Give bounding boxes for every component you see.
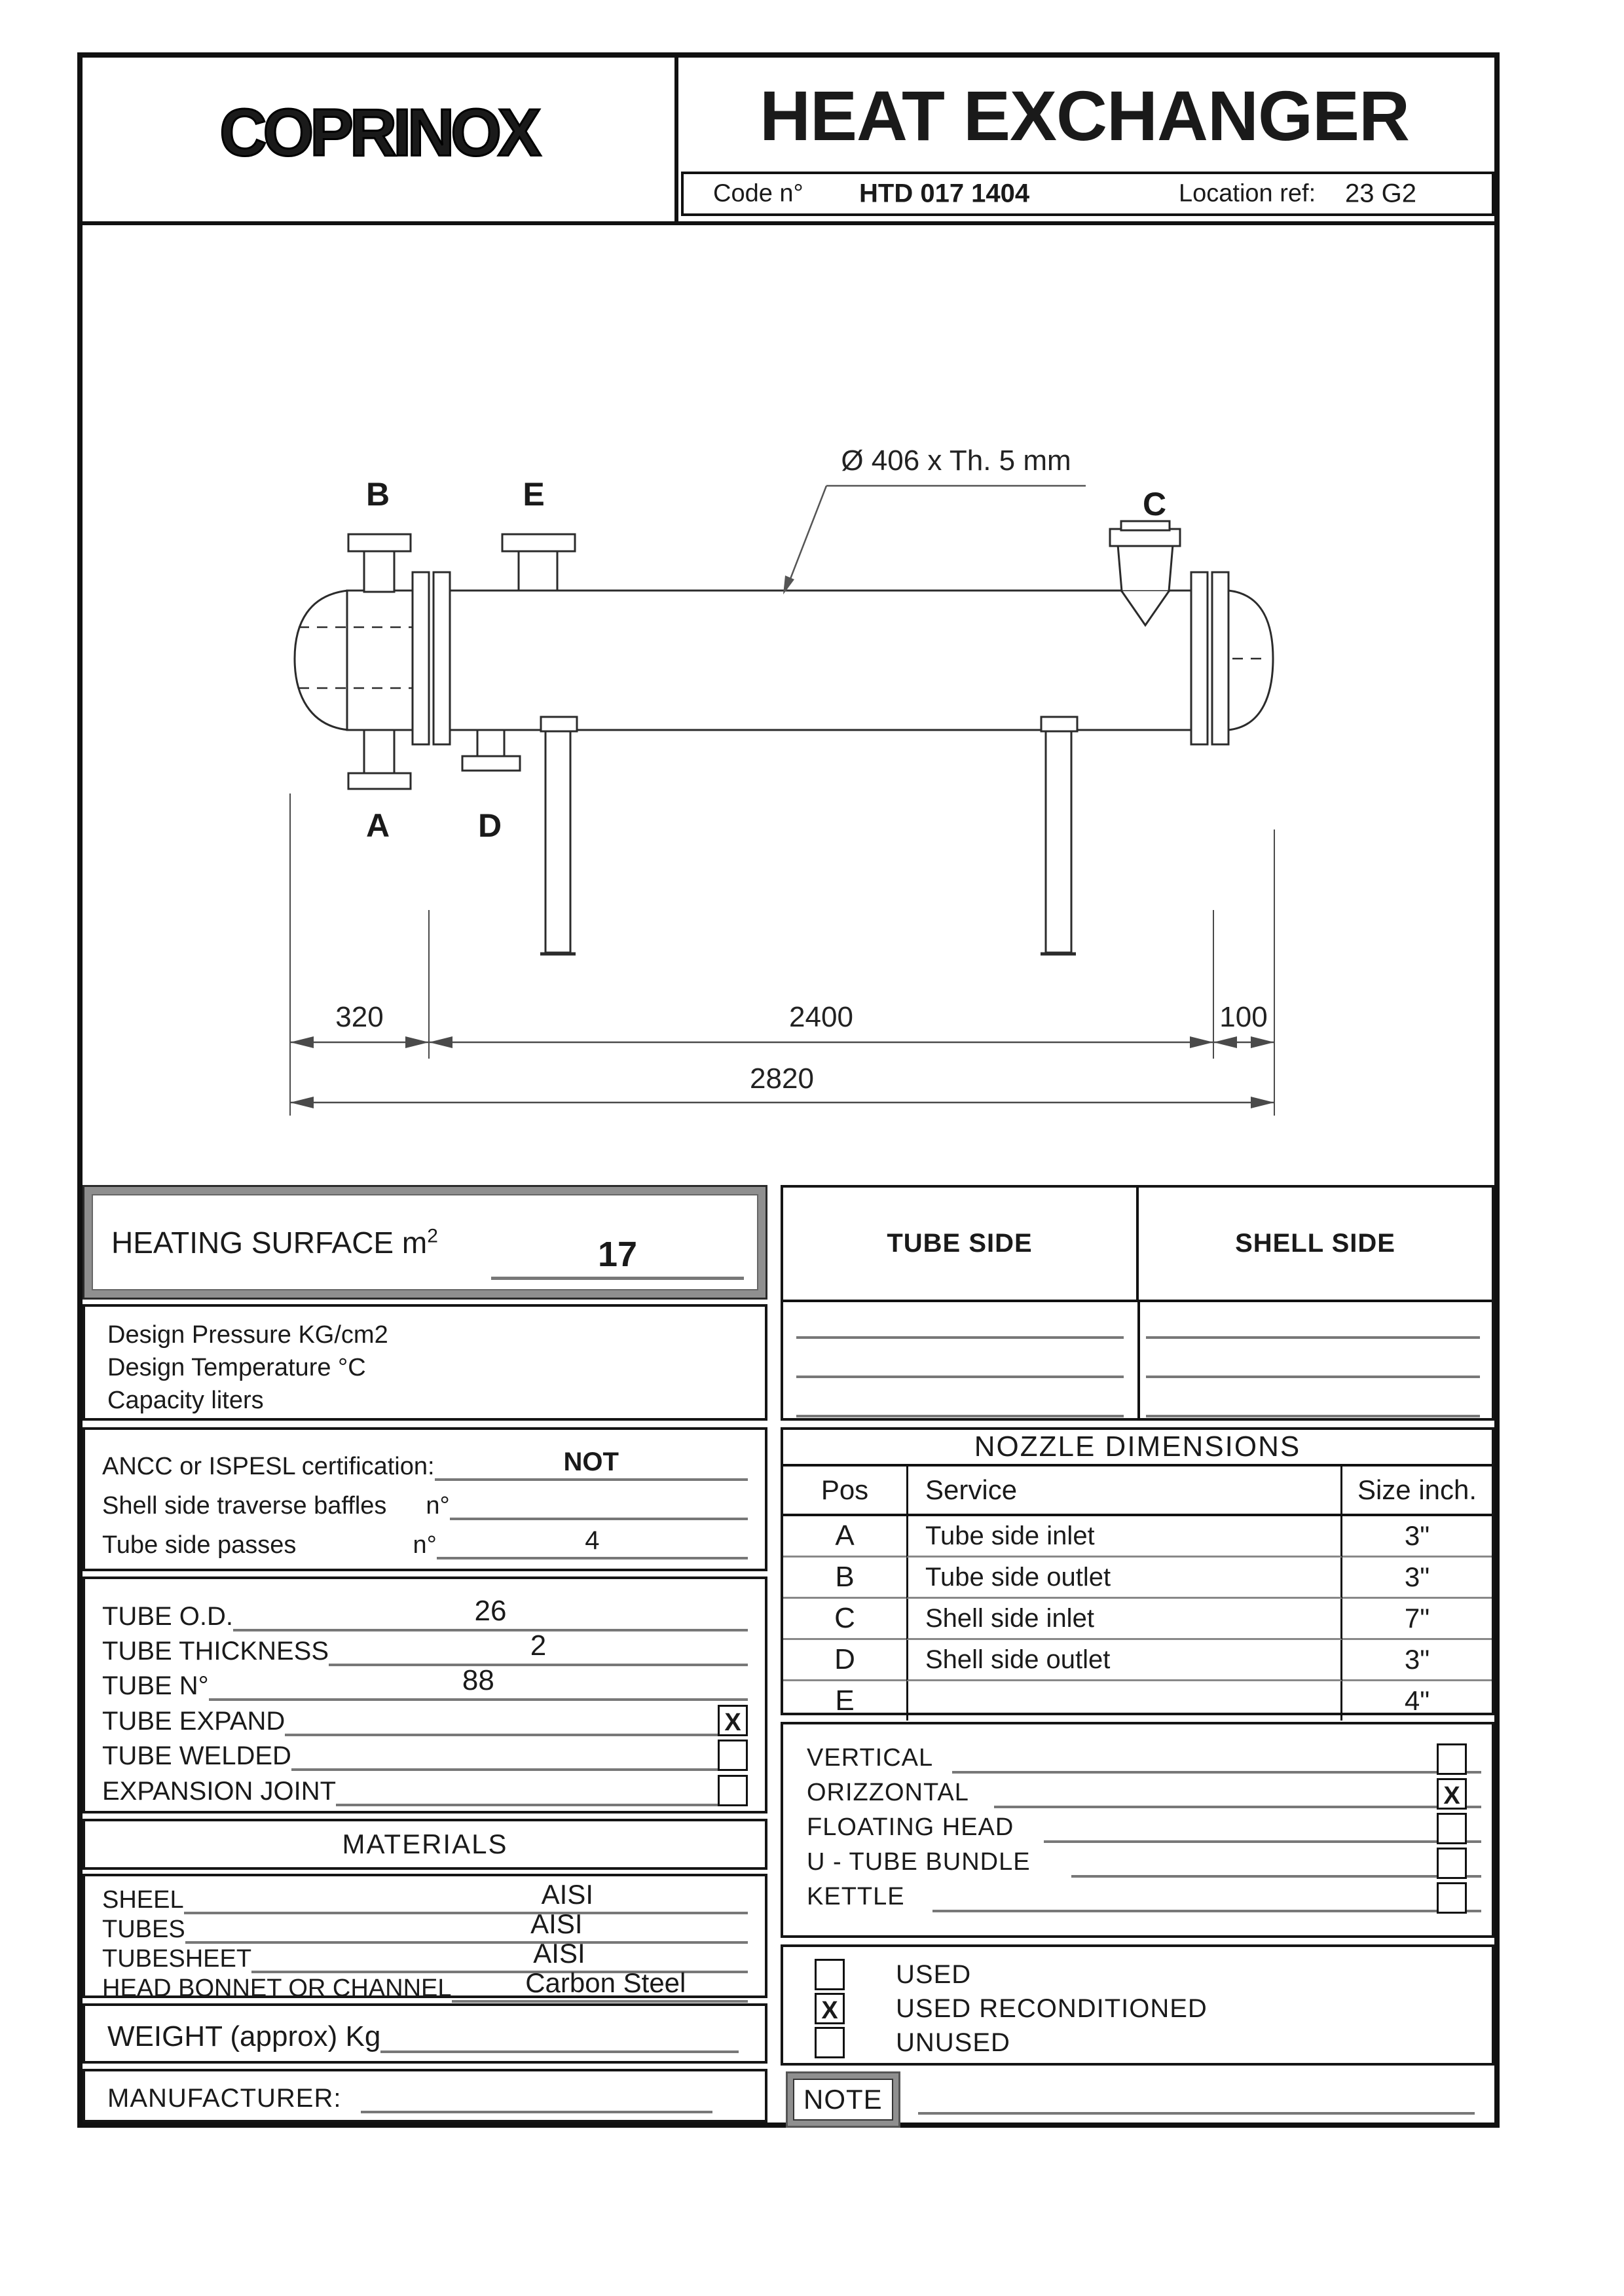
- vertical-field: [952, 1771, 1481, 1774]
- tube-welded-checkbox[interactable]: [718, 1740, 748, 1771]
- nozzle-row-size: 3": [1342, 1640, 1492, 1681]
- support-1-plate: [541, 717, 577, 731]
- support-2-leg: [1046, 731, 1071, 953]
- dim-2400: 2400: [789, 1001, 853, 1033]
- baffles-field[interactable]: [450, 1478, 748, 1520]
- nozzle-row-size: 4": [1404, 1685, 1430, 1716]
- tube-side-field-3[interactable]: [796, 1415, 1124, 1417]
- right-flange-2: [1212, 572, 1228, 744]
- shell-annotation: Ø 406 x Th. 5 mm: [841, 445, 1071, 477]
- shell-outline: [450, 591, 1191, 730]
- tube-side-field-1[interactable]: [796, 1336, 1124, 1339]
- label-nozzle-b: B: [365, 476, 390, 513]
- nozzle-row-size: 3": [1342, 1516, 1492, 1558]
- used-checkbox[interactable]: [815, 1959, 845, 1990]
- heating-surface-value: 17: [598, 1235, 638, 1274]
- nozzle-a-stem: [364, 730, 394, 773]
- tube-number-label: TUBE N°: [102, 1671, 209, 1700]
- materials-box: [83, 1874, 767, 2002]
- nozzle-dimensions-title: NOZZLE DIMENSIONS: [783, 1430, 1492, 1467]
- tubesheet-field[interactable]: AISI: [251, 1941, 748, 1973]
- sheel-field[interactable]: AISI: [184, 1883, 748, 1914]
- code-bar: [681, 172, 1494, 216]
- dim-2820: 2820: [750, 1063, 814, 1095]
- sheel-label: SHEEL: [102, 1886, 184, 1914]
- u-tube-bundle-field: [1071, 1875, 1481, 1878]
- floating-head-checkbox[interactable]: [1437, 1813, 1467, 1844]
- support-2-plate: [1041, 717, 1077, 731]
- passes-field[interactable]: 4: [437, 1518, 748, 1559]
- dim-320: 320: [335, 1001, 384, 1033]
- tube-thickness-field[interactable]: 2: [329, 1629, 748, 1666]
- right-flange-1: [1191, 572, 1208, 744]
- u-tube-bundle-checkbox[interactable]: [1437, 1848, 1467, 1879]
- materials-title: MATERIALS: [83, 1819, 767, 1870]
- note-label: NOTE: [793, 2079, 893, 2121]
- nozzle-d-flange: [462, 756, 520, 771]
- shell-side-field-2[interactable]: [1146, 1376, 1480, 1378]
- label-nozzle-e: E: [523, 476, 545, 513]
- manufacturer-label: MANUFACTURER:: [107, 2084, 342, 2113]
- tube-expand-label: TUBE EXPAND: [102, 1707, 286, 1736]
- nozzle-d-stem: [477, 730, 504, 756]
- baffles-label: Shell side traverse baffles: [102, 1492, 387, 1520]
- kettle-field: [932, 1910, 1481, 1912]
- nozzle-row-pos: D: [783, 1640, 906, 1681]
- capacity-label: Capacity liters: [107, 1387, 264, 1414]
- nozzle-row-pos: E: [835, 1685, 855, 1717]
- heating-surface-field[interactable]: [491, 1277, 743, 1280]
- coprinox-logo: COPRINOX: [219, 95, 538, 171]
- nozzle-row-service: Shell side inlet: [906, 1599, 1342, 1640]
- tube-od-field[interactable]: 26: [233, 1595, 748, 1631]
- condition-box: [781, 1944, 1494, 2066]
- manufacturer-field[interactable]: [361, 2077, 712, 2113]
- nozzle-c-flange-top: [1121, 521, 1170, 530]
- certification-field[interactable]: NOT: [435, 1440, 748, 1481]
- used-reconditioned-checkbox[interactable]: X: [815, 1993, 845, 2024]
- shell-side-header: SHELL SIDE: [1136, 1188, 1492, 1300]
- nozzle-col-service: Service: [906, 1467, 1342, 1516]
- tube-specs-box: [83, 1576, 767, 1813]
- tube-number-field[interactable]: 88: [209, 1664, 748, 1701]
- heating-surface-label: HEATING SURFACE $m^2$: [111, 1225, 438, 1260]
- datasheet-page: [77, 52, 1500, 2128]
- nozzle-row-service: [906, 1681, 1342, 1721]
- code-label: Code n°: [713, 179, 803, 208]
- tubes-field[interactable]: AISI: [185, 1912, 748, 1944]
- nozzle-row-service: Tube side inlet: [906, 1516, 1342, 1558]
- orizzontal-checkbox[interactable]: X: [1437, 1778, 1467, 1810]
- tube-od-label: TUBE O.D.: [102, 1602, 234, 1631]
- tube-thickness-label: TUBE THICKNESS: [102, 1637, 329, 1666]
- left-flange-2: [434, 572, 450, 744]
- floating-head-field: [1044, 1840, 1481, 1843]
- design-pressure-label: Design Pressure KG/cm2: [107, 1321, 388, 1349]
- code-value: HTD 017 1404: [859, 179, 1030, 208]
- location-label: Location ref:: [1179, 179, 1316, 208]
- nozzle-row-size: 7": [1342, 1599, 1492, 1640]
- orientation-box: [781, 1722, 1494, 1938]
- expansion-joint-field: [336, 1768, 718, 1806]
- floating-head-label: FLOATING HEAD: [807, 1813, 1014, 1841]
- note-row: [781, 2071, 1494, 2123]
- expansion-joint-checkbox[interactable]: [718, 1775, 748, 1806]
- page-title: HEAT EXCHANGER: [759, 76, 1410, 155]
- nozzle-row-service: Tube side outlet: [906, 1558, 1342, 1599]
- support-1-leg: [545, 731, 570, 953]
- note-field[interactable]: [918, 2112, 1475, 2115]
- nozzle-e-stem: [519, 550, 557, 592]
- weight-label: WEIGHT (approx) Kg: [107, 2020, 381, 2052]
- nozzle-row-pos: B: [783, 1558, 906, 1599]
- u-tube-bundle-label: U - TUBE BUNDLE: [807, 1848, 1031, 1876]
- design-conditions-box: [83, 1304, 767, 1421]
- passes-label: Tube side passes: [102, 1531, 297, 1559]
- tube-welded-label: TUBE WELDED: [102, 1741, 291, 1770]
- nozzle-e-flange: [502, 534, 575, 551]
- nozzle-c-flange: [1110, 529, 1180, 546]
- nozzle-row-pos: A: [783, 1516, 906, 1558]
- shell-side-field-3[interactable]: [1146, 1415, 1480, 1417]
- vertical-checkbox[interactable]: [1437, 1743, 1467, 1775]
- head-bonnet-label: HEAD BONNET OR CHANNEL: [102, 1975, 452, 2002]
- label-nozzle-a: A: [365, 807, 390, 844]
- unused-checkbox[interactable]: [815, 2027, 845, 2058]
- side-table: [781, 1185, 1494, 1421]
- expansion-joint-label: EXPANSION JOINT: [102, 1777, 337, 1806]
- label-nozzle-c: C: [1142, 486, 1167, 522]
- tube-expand-field: [285, 1698, 718, 1736]
- note-box: [786, 2071, 900, 2128]
- unused-label: UNUSED: [896, 2028, 1010, 2057]
- head-bonnet-field[interactable]: Carbon Steel: [452, 1971, 748, 2003]
- nozzle-a-flange: [348, 773, 411, 789]
- nozzle-dimensions-table: [781, 1427, 1494, 1715]
- weight-field[interactable]: [380, 2014, 739, 2053]
- nozzle-c-neck: [1118, 545, 1173, 591]
- vertical-label: VERTICAL: [807, 1744, 934, 1772]
- tube-side-header: TUBE SIDE: [887, 1229, 1033, 1258]
- right-head: [1228, 591, 1273, 730]
- orizzontal-label: ORIZZONTAL: [807, 1779, 969, 1806]
- nozzle-b-stem: [364, 550, 394, 592]
- kettle-label: KETTLE: [807, 1883, 905, 1910]
- baffles-n-label: n°: [426, 1492, 450, 1520]
- manufacturer-box: [83, 2069, 767, 2123]
- channel-section: [347, 591, 414, 730]
- dim-100: 100: [1219, 1001, 1268, 1033]
- nozzle-row-size: 3": [1342, 1558, 1492, 1599]
- shell-annotation-leader: [783, 486, 1086, 594]
- design-temperature-label: Design Temperature °C: [107, 1354, 366, 1381]
- orizzontal-field: [994, 1806, 1481, 1808]
- left-head: [295, 591, 348, 730]
- location-value: 23 G2: [1345, 179, 1416, 208]
- nozzle-col-size: Size inch.: [1342, 1467, 1492, 1516]
- tube-welded-field: [291, 1734, 718, 1771]
- heat-exchanger-drawing: [83, 221, 1494, 1181]
- nozzle-b-flange: [348, 534, 411, 551]
- tube-side-field-2[interactable]: [796, 1376, 1124, 1378]
- weight-box: [83, 2003, 767, 2064]
- tubesheet-label: TUBESHEET: [102, 1945, 252, 1973]
- passes-n-label: n°: [413, 1531, 437, 1559]
- certification-label: ANCC or ISPESL certification:: [102, 1453, 435, 1480]
- kettle-checkbox[interactable]: [1437, 1882, 1467, 1914]
- nozzle-row-service: Shell side outlet: [906, 1640, 1342, 1681]
- nozzle-row-pos: C: [783, 1599, 906, 1640]
- certification-box: [83, 1427, 767, 1571]
- left-flange-1: [413, 572, 429, 744]
- used-label: USED: [896, 1959, 972, 1989]
- side-table-body: [783, 1302, 1492, 1421]
- heating-surface-box: [83, 1185, 767, 1300]
- used-reconditioned-label: USED RECONDITIONED: [896, 1994, 1208, 2023]
- tubes-label: TUBES: [102, 1916, 185, 1943]
- label-nozzle-d: D: [477, 807, 502, 844]
- shell-side-field-1[interactable]: [1146, 1336, 1480, 1339]
- nozzle-col-pos: Pos: [783, 1467, 906, 1516]
- tube-expand-checkbox[interactable]: X: [718, 1705, 748, 1736]
